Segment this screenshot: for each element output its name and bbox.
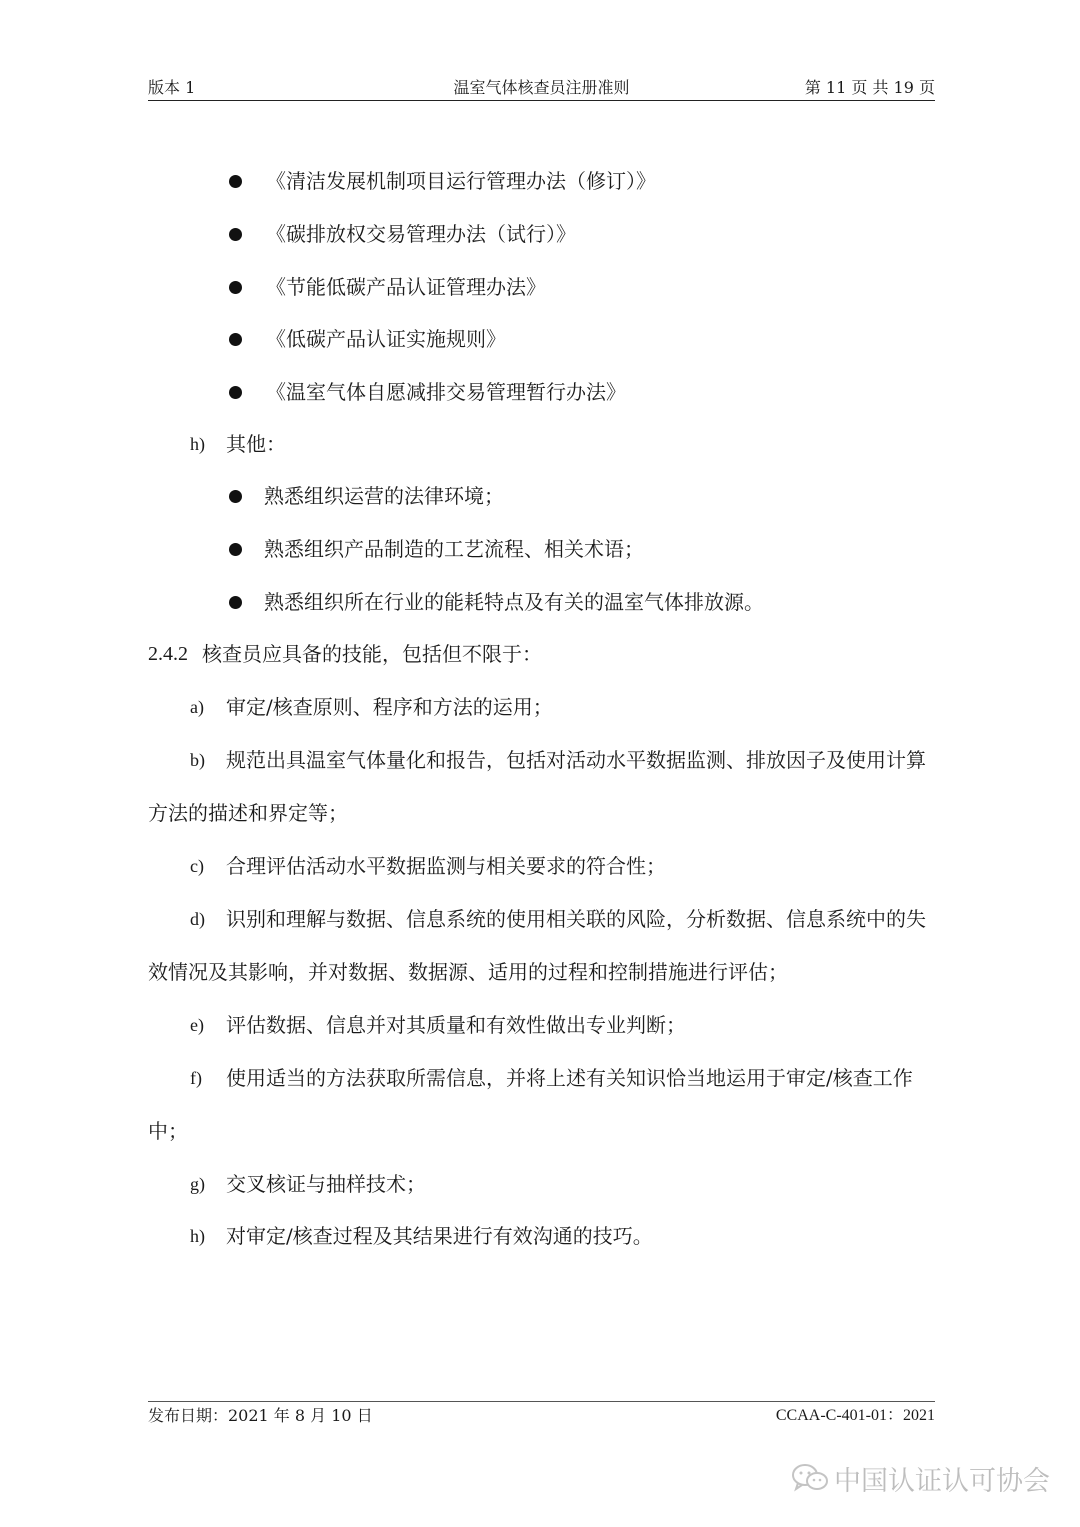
list-item: 熟悉组织运营的法律环境； bbox=[264, 484, 504, 508]
bullet-icon bbox=[229, 543, 242, 556]
footer-publish-date: 发布日期：2021 年 8 月 10 日 bbox=[148, 1406, 373, 1425]
item-marker: a) bbox=[190, 697, 204, 717]
bullet-icon bbox=[229, 386, 242, 399]
header-title: 温室气体核查员注册准则 bbox=[453, 78, 630, 97]
page-header bbox=[148, 76, 935, 101]
header-page-number: 第 11 页 共 19 页 bbox=[804, 78, 935, 97]
footer-document-code: CCAA-C-401-01：2021 bbox=[775, 1407, 935, 1424]
list-item: 识别和理解与数据、信息系统的使用相关联的风险，分析数据、信息系统中的失 bbox=[226, 907, 926, 931]
list-item-continuation: 中； bbox=[148, 1119, 188, 1143]
watermark-text: 中国认证认可协会 bbox=[834, 1465, 1050, 1497]
item-marker: h) bbox=[190, 434, 205, 454]
item-marker: b) bbox=[190, 750, 205, 770]
footer-divider bbox=[148, 1401, 935, 1402]
item-marker: h) bbox=[190, 1226, 205, 1246]
bullet-icon bbox=[229, 175, 242, 188]
bullet-icon bbox=[229, 596, 242, 609]
bullet-icon bbox=[229, 333, 242, 346]
list-item: 规范出具温室气体量化和报告，包括对活动水平数据监测、排放因子及使用计算 bbox=[226, 748, 926, 772]
list-item: 《碳排放权交易管理办法（试行）》 bbox=[266, 222, 576, 246]
list-item: 交叉核证与抽样技术； bbox=[226, 1172, 426, 1196]
item-marker: g) bbox=[190, 1174, 205, 1194]
item-marker: c) bbox=[190, 856, 204, 876]
header-version: 版本 1 bbox=[148, 78, 196, 97]
page-footer bbox=[148, 1404, 935, 1428]
list-item-continuation: 方法的描述和界定等； bbox=[148, 801, 348, 825]
list-item: 《清洁发展机制项目运行管理办法（修订）》 bbox=[266, 169, 656, 193]
list-item-continuation: 效情况及其影响，并对数据、数据源、适用的过程和控制措施进行评估； bbox=[148, 960, 788, 984]
list-item: 《节能低碳产品认证管理办法》 bbox=[266, 275, 546, 299]
bullet-icon bbox=[229, 228, 242, 241]
section-text: 核查员应具备的技能，包括但不限于： bbox=[202, 642, 542, 666]
item-marker: d) bbox=[190, 909, 205, 929]
list-item: 《温室气体自愿减排交易管理暂行办法》 bbox=[266, 380, 626, 404]
list-item: 使用适当的方法获取所需信息，并将上述有关知识恰当地运用于审定/核查工作 bbox=[226, 1066, 913, 1090]
watermark bbox=[790, 1460, 1050, 1496]
list-item: 熟悉组织所在行业的能耗特点及有关的温室气体排放源。 bbox=[264, 590, 764, 614]
list-item: 《低碳产品认证实施规则》 bbox=[266, 327, 506, 351]
list-item: 熟悉组织产品制造的工艺流程、相关术语； bbox=[264, 537, 644, 561]
item-text: 其他： bbox=[226, 432, 286, 456]
bullet-icon bbox=[229, 281, 242, 294]
section-number: 2.4.2 bbox=[148, 643, 188, 665]
list-item: 评估数据、信息并对其质量和有效性做出专业判断； bbox=[226, 1013, 686, 1037]
item-marker: f) bbox=[190, 1068, 202, 1088]
list-item: 对审定/核查过程及其结果进行有效沟通的技巧。 bbox=[226, 1224, 653, 1248]
item-marker: e) bbox=[190, 1015, 204, 1035]
list-item: 合理评估活动水平数据监测与相关要求的符合性； bbox=[226, 854, 666, 878]
list-item: 审定/核查原则、程序和方法的运用； bbox=[226, 695, 553, 719]
bullet-icon bbox=[229, 490, 242, 503]
wechat-icon bbox=[790, 1462, 830, 1494]
